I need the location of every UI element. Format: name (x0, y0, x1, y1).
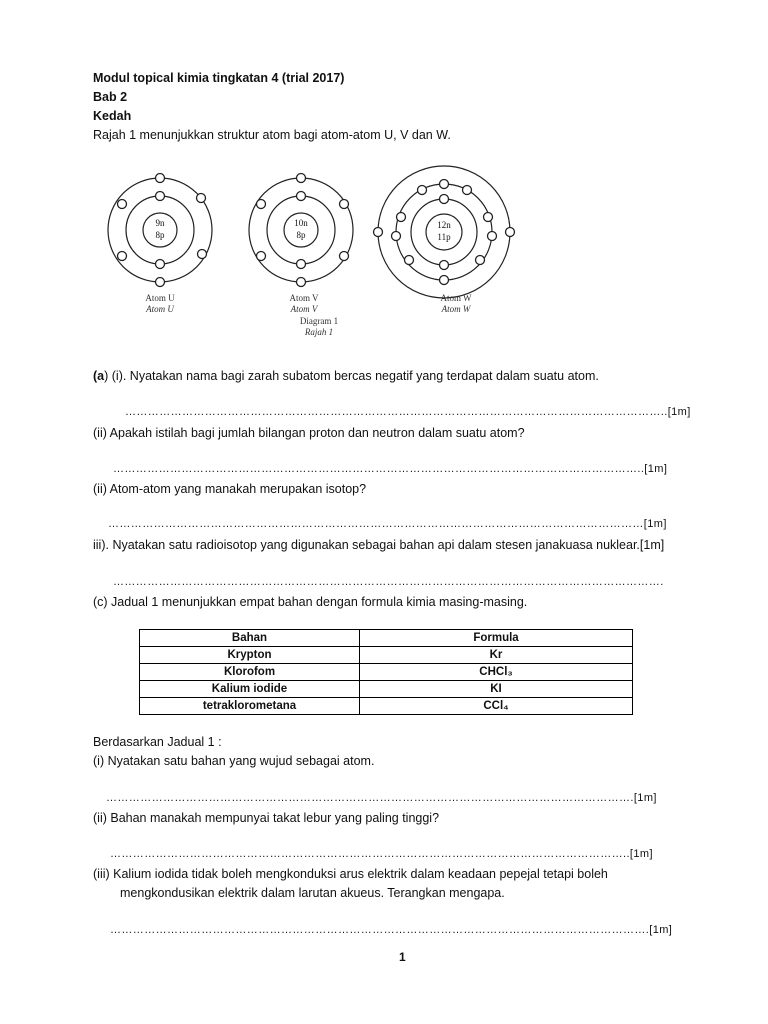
chapter-label: Bab 2 (93, 90, 128, 104)
table-row (140, 664, 633, 681)
atom-v-label: Atom V (289, 293, 319, 303)
question-c-i: (i) Nyatakan satu bahan yang wujud sebagai atom. (93, 754, 375, 768)
atom-w-label-italic: Atom W (441, 304, 471, 314)
table-cell-formula: CCl₄ (360, 698, 633, 715)
based-on-label: Berdasarkan Jadual 1 : (93, 735, 222, 749)
atom-v-neutrons: 10n (294, 218, 308, 228)
table-header-bahan: Bahan (140, 630, 360, 647)
atom-u-label: Atom U (145, 293, 175, 303)
question-c-intro: (c) Jadual 1 menunjukkan empat bahan dengan formula kimia masing-masing. (93, 595, 528, 609)
answer-line-a-iii[interactable]: ……………………………………………………………………………………………………………………………[1m] (108, 518, 667, 530)
atom-w-label: Atom W (440, 293, 472, 303)
atom-v-label-italic: Atom V (290, 304, 318, 314)
answer-line-c-i[interactable]: ………………………………………………………………………………………………………………………….[1m] (106, 792, 657, 804)
page-number: 1 (399, 950, 406, 964)
table-cell-bahan: tetraklorometana (140, 698, 360, 715)
atom-u-label-italic: Atom U (146, 304, 174, 314)
question-c-ii: (ii) Bahan manakah mempunyai takat lebur yang paling tinggi? (93, 811, 440, 825)
table-cell-bahan: Klorofom (140, 664, 360, 681)
atom-w-protons: 11p (437, 232, 451, 242)
table-row (140, 698, 633, 715)
question-c-iii-line2: mengkondusikan elektrik dalam larutan akueus. Terangkan mengapa. (120, 886, 505, 900)
question-a-ii: (ii) Apakah istilah bagi jumlah bilangan proton dan neutron dalam suatu atom? (93, 426, 525, 440)
atom-w (374, 166, 515, 314)
question-c-iii-line1: (iii) Kalium iodida tidak boleh mengkonduksi arus elektrik dalam keadaan pepejal tetapi boleh (93, 867, 608, 881)
table-cell-bahan: Krypton (140, 647, 360, 664)
answer-line-a-ii[interactable]: …………………………………………………………………………………………………………………………..[1m] (113, 463, 668, 475)
diagram-caption-italic: Rajah 1 (304, 327, 334, 337)
atom-v (249, 174, 353, 338)
question-a-prefix: (a (93, 369, 105, 383)
answer-line-a-iv[interactable]: ………………………………………………………………………………………………………………………………. (113, 576, 664, 588)
table-cell-formula: CHCl₃ (360, 664, 633, 681)
atom-u-neutrons: 9n (155, 218, 165, 228)
answer-line-a-i[interactable]: ……………………………………………………………………………………………………………………………..[1m] (125, 406, 691, 418)
document-title: Modul topical kimia tingkatan 4 (trial 2017) (93, 71, 345, 85)
substance-table (139, 629, 633, 715)
atom-v-protons: 8p (296, 230, 306, 240)
question-a-iv: iii). Nyatakan satu radioisotop yang digunakan sebagai bahan api dalam stesen janakuasa nuklear.[1m] (93, 538, 665, 552)
table-row (140, 647, 633, 664)
table-header-row (140, 630, 633, 647)
question-a-i (93, 368, 599, 384)
intro-text: Rajah 1 menunjukkan struktur atom bagi atom-atom U, V dan W. (93, 128, 451, 142)
state-label: Kedah (93, 109, 132, 123)
table-cell-bahan: Kalium iodide (140, 681, 360, 698)
table-row (140, 681, 633, 698)
table-header-formula: Formula (360, 630, 633, 647)
diagram-caption: Diagram 1 (299, 316, 339, 326)
table-cell-formula: Kr (360, 647, 633, 664)
atom-structure-diagram (100, 160, 540, 345)
table-cell-formula: KI (360, 681, 633, 698)
question-a-i-text: ) (i). Nyatakan nama bagi zarah subatom bercas negatif yang terdapat dalam suatu atom. (104, 369, 599, 383)
atom-u (108, 174, 212, 315)
answer-line-c-iii[interactable]: …………………………………………………………………………………………………………………………….[1m] (110, 924, 673, 936)
question-a-iii: (ii) Atom-atom yang manakah merupakan isotop? (93, 482, 367, 496)
atom-w-neutrons: 12n (437, 220, 451, 230)
atom-u-protons: 8p (155, 230, 165, 240)
answer-line-c-ii[interactable]: ………………………………………………………………………………………………………………………..[1m] (110, 848, 653, 860)
